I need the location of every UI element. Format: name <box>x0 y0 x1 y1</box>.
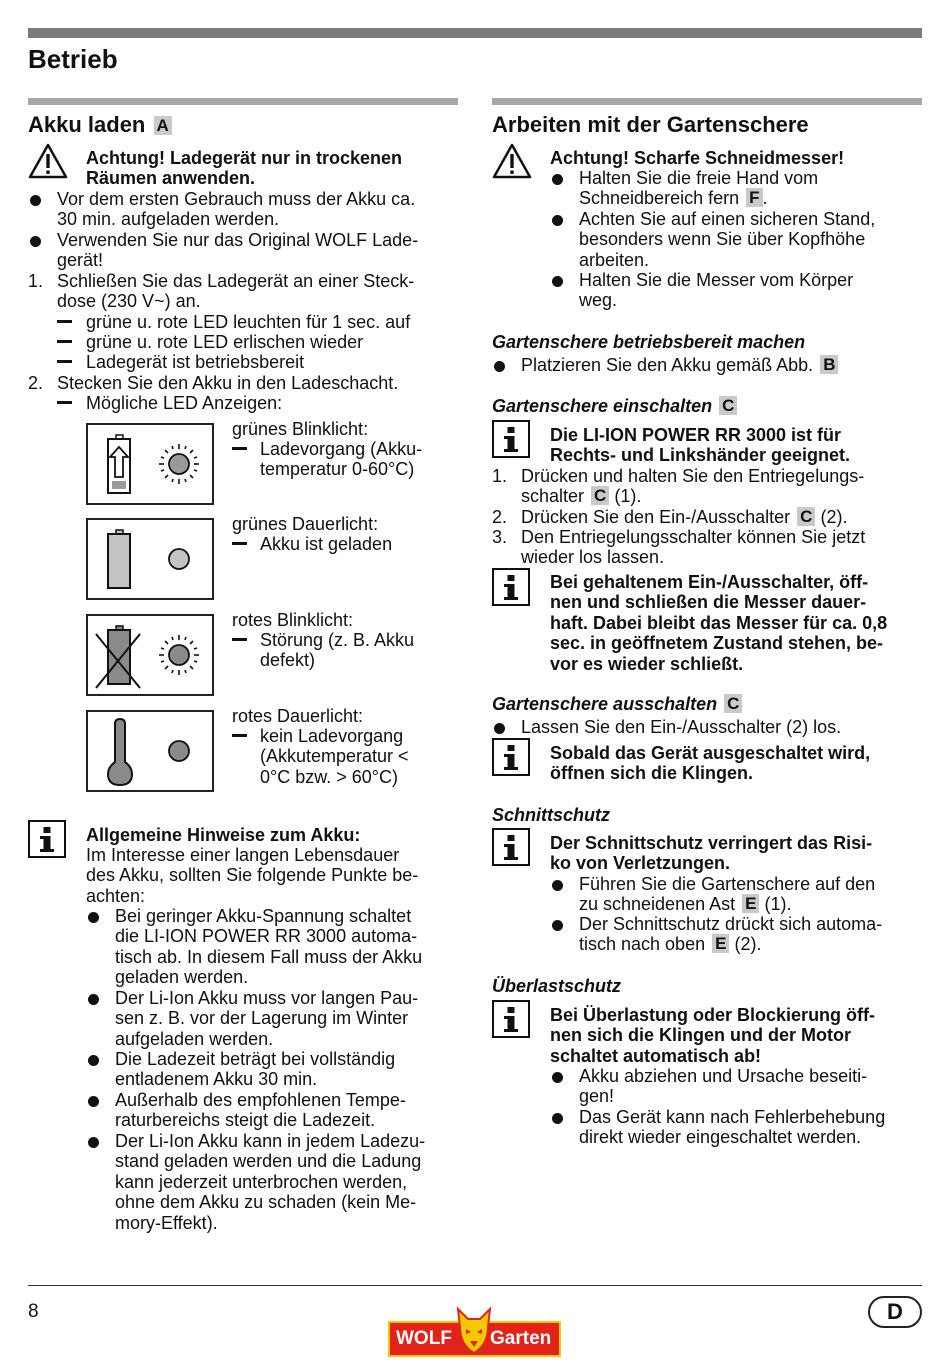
figure-ref: C <box>719 396 737 415</box>
list-item: Verwenden Sie nur das Original WOLF Lade- gerät! <box>57 230 419 271</box>
figure-ref: E <box>742 894 759 913</box>
language-badge: D <box>868 1296 922 1328</box>
info-icon <box>492 1000 530 1038</box>
figure-ref: F <box>746 188 762 207</box>
logo-text-left: WOLF <box>396 1328 452 1349</box>
bullet <box>30 236 41 247</box>
bullet <box>88 1137 99 1148</box>
left-heading: Akku laden A <box>28 112 172 138</box>
led-title: grünes Blinklicht: <box>232 419 369 439</box>
figure-ref: B <box>820 355 838 374</box>
section-heading: Gartenschere einschalten C <box>492 395 737 417</box>
warning-text: Achtung! Scharfe Schneidmesser! <box>550 148 845 168</box>
section-heading: Schnittschutz <box>492 805 611 825</box>
step-text: Schließen Sie das Ladegerät an einer Steck- dose (230 V~) an. <box>57 271 415 312</box>
list-item: Der Li-Ion Akku muss vor langen Pau- sen z. B. vor der Lagerung im Winter aufgeladen werden. <box>115 988 419 1049</box>
list-item: Bei geringer Akku-Spannung schaltet die LI-ION POWER RR 3000 automa- tisch ab. In diesem Fall muss der Akku geladen werden. <box>115 906 423 988</box>
info-icon <box>492 568 530 606</box>
bullet <box>552 880 563 891</box>
bullet <box>552 920 563 931</box>
list-item: Halten Sie die freie Hand vom Schneidbereich fern F . <box>579 168 819 209</box>
led-red-blinking-figure <box>86 614 214 696</box>
info-icon <box>28 820 66 858</box>
dash-item: Ladegerät ist betriebsbereit <box>86 352 305 372</box>
bullet <box>552 174 563 185</box>
step-text: Den Entriegelungsschalter können Sie jetzt wieder los lassen. <box>521 527 866 568</box>
wolf-head-icon <box>454 1305 494 1355</box>
step-text: Drücken und halten Sie den Entriegelungs- schalter C (1). <box>521 466 865 507</box>
dash <box>232 734 247 737</box>
list-item: Platzieren Sie den Akku gemäß Abb. B <box>521 355 838 375</box>
section-heading: Gartenschere ausschalten C <box>492 693 742 715</box>
section-heading: Gartenschere betriebsbereit machen <box>492 332 806 352</box>
figure-ref: C <box>797 507 815 526</box>
info-title: Allgemeine Hinweise zum Akku: <box>86 825 361 845</box>
figure-ref: A <box>154 116 172 135</box>
figure-ref: C <box>724 694 742 713</box>
right-heading: Arbeiten mit der Gartenschere <box>492 112 809 137</box>
info-text: Der Schnittschutz verringert das Risi- ko von Verletzungen. <box>550 833 873 874</box>
list-item: Die Ladezeit beträgt bei vollständig entladenem Akku 30 min. <box>115 1049 396 1090</box>
bullet <box>88 994 99 1005</box>
info-text: Bei gehaltenem Ein-/Ausschalter, öff- nen und schließen die Messer dauer- haft. Dabei bleibt das Messer für ca. 0,8 sec. in geöffnetem Zustand stehen, be- vor es wieder schließt. <box>550 572 888 674</box>
dash-item: grüne u. rote LED erlischen wieder <box>86 332 364 352</box>
step-number: 2. <box>492 507 508 527</box>
bullet <box>88 1055 99 1066</box>
bullet <box>30 195 41 206</box>
step-number: 1. <box>492 466 508 486</box>
list-item: Außerhalb des empfohlenen Tempe- raturbereichs steigt die Ladezeit. <box>115 1090 406 1131</box>
info-text: Die LI-ION POWER RR 3000 ist für Rechts- und Linkshänder geeignet. <box>550 425 851 466</box>
warning-icon <box>28 143 68 179</box>
dash <box>232 447 247 450</box>
led-green-blinking-figure <box>86 423 214 505</box>
list-item: Der Li-Ion Akku kann in jedem Ladezu- stand geladen werden und die Ladung kann jederzeit unterbrochen werden, ohne dem Akku zu schaden (kein Me- mory-Effekt). <box>115 1131 426 1233</box>
figure-ref: C <box>591 486 609 505</box>
wolf-garten-logo <box>388 1305 561 1357</box>
step-number: 2. <box>28 373 44 393</box>
thermometer-icon <box>88 712 212 790</box>
led-title: rotes Dauerlicht: <box>232 706 364 726</box>
footer-rule <box>28 1285 922 1286</box>
info-text: Im Interesse einer langen Lebensdauer des Akku, sollten Sie folgende Punkte be- achten: <box>86 845 419 906</box>
step-number: 1. <box>28 271 44 291</box>
warning-text: Achtung! Ladegerät nur in trockenen Räumen anwenden. <box>86 148 403 189</box>
section-heading: Überlastschutz <box>492 976 622 996</box>
list-item: Halten Sie die Messer vom Körper weg. <box>579 270 854 311</box>
led-title: grünes Dauerlicht: <box>232 514 379 534</box>
list-item: Akku abziehen und Ursache beseiti- gen! <box>579 1066 868 1107</box>
info-icon <box>492 738 530 776</box>
page-number: 8 <box>28 1301 39 1322</box>
led-title: rotes Blinklicht: <box>232 610 354 630</box>
battery-charging-icon <box>88 425 212 503</box>
list-item: Führen Sie die Gartenschere auf den zu schneidenen Ast E (1). <box>579 874 876 915</box>
bullet <box>552 1113 563 1124</box>
dash <box>232 542 247 545</box>
dash <box>57 360 72 363</box>
step-number: 3. <box>492 527 508 547</box>
step-text: Drücken Sie den Ein-/Ausschalter C (2). <box>521 507 848 527</box>
logo-text-right: Garten <box>490 1328 552 1349</box>
left-column-rule <box>28 98 458 105</box>
battery-defect-icon <box>88 616 212 694</box>
dash <box>232 638 247 641</box>
bullet <box>494 361 505 372</box>
bullet <box>552 215 563 226</box>
dash <box>57 320 72 323</box>
warning-icon <box>492 143 532 179</box>
bullet <box>494 723 505 734</box>
led-text: Störung (z. B. Akku defekt) <box>260 630 415 671</box>
bullet <box>552 276 563 287</box>
led-text: Akku ist geladen <box>260 534 393 554</box>
step-text: Stecken Sie den Akku in den Ladeschacht. <box>57 373 399 393</box>
dash <box>57 401 72 404</box>
bullet <box>88 912 99 923</box>
info-text: Sobald das Gerät ausgeschaltet wird, öffnen sich die Klingen. <box>550 743 871 784</box>
dash-item: Mögliche LED Anzeigen: <box>86 393 283 413</box>
dash-item: grüne u. rote LED leuchten für 1 sec. auf <box>86 312 411 332</box>
figure-ref: E <box>712 934 729 953</box>
info-text: Bei Überlastung oder Blockierung öff- nen sich die Klingen und der Motor schaltet automatisch ab! <box>550 1005 876 1066</box>
bullet <box>88 1096 99 1107</box>
led-text: Ladevorgang (Akku- temperatur 0-60°C) <box>260 439 423 480</box>
top-rule <box>28 28 922 38</box>
led-text: kein Ladevorgang (Akkutemperatur < 0°C bzw. > 60°C) <box>260 726 409 787</box>
list-item: Achten Sie auf einen sicheren Stand, besonders wenn Sie über Kopfhöhe arbeiten. <box>579 209 876 270</box>
info-icon <box>492 420 530 458</box>
list-item: Der Schnittschutz drückt sich automa- tisch nach oben E (2). <box>579 914 883 955</box>
info-icon <box>492 828 530 866</box>
led-red-steady-figure <box>86 710 214 792</box>
right-column-rule <box>492 98 922 105</box>
battery-full-icon <box>88 520 212 598</box>
page-title: Betrieb <box>28 44 118 74</box>
dash <box>57 340 72 343</box>
list-item: Das Gerät kann nach Fehlerbehebung direkt wieder eingeschaltet werden. <box>579 1107 886 1148</box>
list-item: Vor dem ersten Gebrauch muss der Akku ca. 30 min. aufgeladen werden. <box>57 189 416 230</box>
list-item: Lassen Sie den Ein-/Ausschalter (2) los. <box>521 717 842 737</box>
bullet <box>552 1072 563 1083</box>
led-green-steady-figure <box>86 518 214 600</box>
